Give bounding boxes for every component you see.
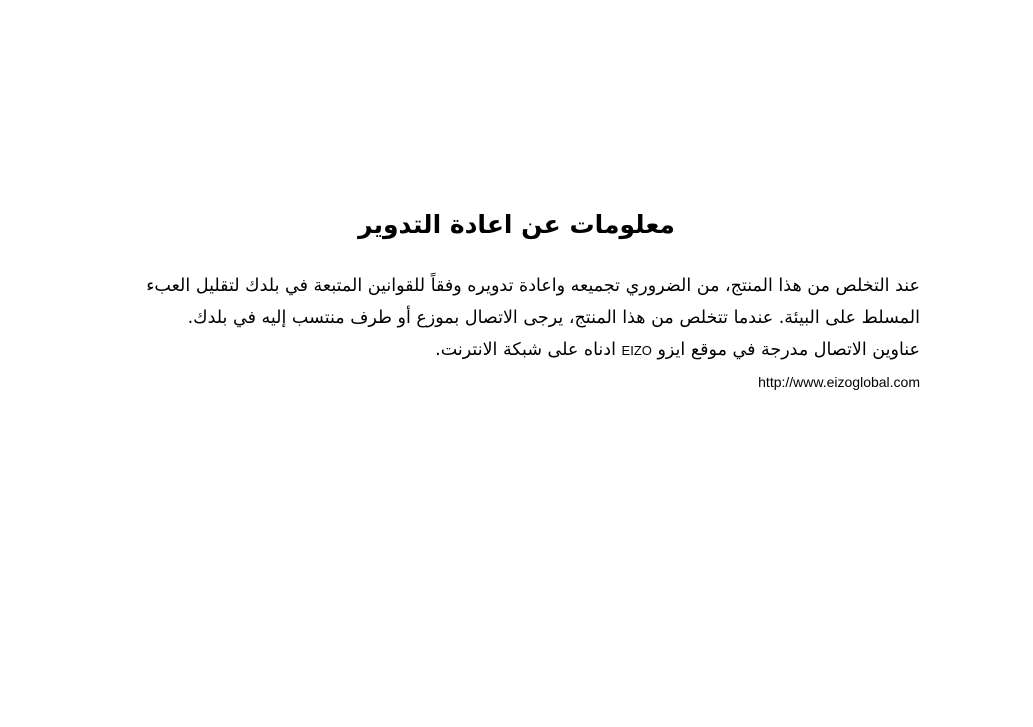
recycling-paragraph — [112, 270, 920, 367]
eizo-brand-name: EIZO — [621, 343, 652, 358]
contact-text-after-brand: ادناه على شبكة الانترنت. — [435, 340, 616, 360]
contact-text-before-brand: عناوين الاتصال مدرجة في موقع ايزو — [657, 340, 920, 360]
paragraph-line-3 — [112, 334, 920, 367]
paragraph-line-2: المسلط على البيئة. عندما تتخلص من هذا المنتج، يرجى الاتصال بموزع أو طرف منتسب إليه في بلدك. — [187, 308, 920, 328]
paragraph-line-1: عند التخلص من هذا المنتج، من الضروري تجميعه واعادة تدويره وفقاً للقوانين المتبعة في بلدك لتقليل العبء — [146, 276, 920, 296]
page-title: معلومات عن اعادة التدوير — [358, 210, 675, 239]
eizo-website-link[interactable]: http://www.eizoglobal.com — [758, 374, 920, 390]
